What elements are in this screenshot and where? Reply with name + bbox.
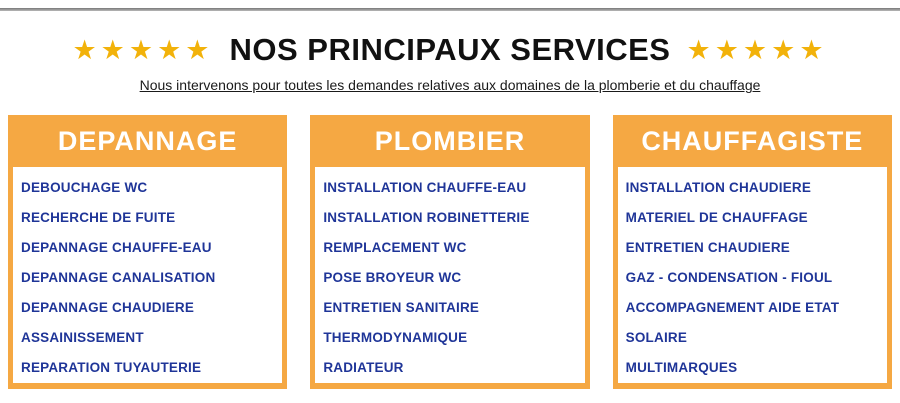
service-item[interactable]: RECHERCHE DE FUITE [21, 210, 176, 225]
service-item[interactable]: THERMODYNAMIQUE [323, 330, 468, 345]
service-list-depannage [21, 173, 282, 383]
card-body-depannage [13, 167, 282, 383]
service-item[interactable]: ACCOMPAGNEMENT AIDE ETAT [625, 300, 840, 315]
service-item[interactable]: DEPANNAGE CHAUDIERE [21, 300, 195, 315]
service-list-chauffagiste [626, 173, 887, 383]
card-header-plombier: PLOMBIER [374, 125, 526, 156]
service-card-plombier [310, 115, 589, 389]
service-item[interactable]: MULTIMARQUES [625, 360, 738, 375]
service-item[interactable]: MATERIEL DE CHAUFFAGE [625, 210, 808, 225]
service-columns [8, 115, 892, 389]
service-item[interactable]: REMPLACEMENT WC [323, 240, 467, 255]
service-item[interactable]: ENTRETIEN CHAUDIERE [625, 240, 790, 255]
service-item[interactable]: SOLAIRE [625, 330, 688, 345]
service-card-depannage [8, 115, 287, 389]
stars-left-icon: ★★★★★ [72, 34, 214, 65]
title-row [0, 32, 900, 68]
service-item[interactable]: GAZ - CONDENSATION - FIOUL [625, 270, 833, 285]
service-item[interactable]: DEPANNAGE CHAUFFE-EAU [21, 240, 212, 255]
service-card-chauffagiste [613, 115, 892, 389]
service-item[interactable]: INSTALLATION CHAUDIERE [625, 180, 812, 195]
service-item[interactable]: ENTRETIEN SANITAIRE [323, 300, 480, 315]
top-divider [0, 8, 900, 11]
service-item[interactable]: INSTALLATION ROBINETTERIE [323, 210, 530, 225]
service-list-plombier [323, 173, 584, 383]
service-item[interactable]: ASSAINISSEMENT [21, 330, 144, 345]
page-subtitle: Nous intervenons pour toutes les demandes relatives aux domaines de la plomberie et du chauffage [139, 77, 761, 93]
card-body-plombier [315, 167, 584, 383]
card-header-chauffagiste: CHAUFFAGISTE [641, 125, 864, 156]
service-item[interactable]: RADIATEUR [323, 360, 404, 375]
service-item[interactable]: DEBOUCHAGE WC [21, 180, 148, 195]
card-header-depannage: DEPANNAGE [57, 125, 238, 156]
card-body-chauffagiste [618, 167, 887, 383]
service-item[interactable]: INSTALLATION CHAUFFE-EAU [323, 180, 527, 195]
service-item[interactable]: DEPANNAGE CANALISATION [21, 270, 216, 285]
service-item[interactable]: POSE BROYEUR WC [323, 270, 462, 285]
service-item[interactable]: REPARATION TUYAUTERIE [21, 360, 202, 375]
page-title: NOS PRINCIPAUX SERVICES [229, 32, 671, 67]
stars-right-icon: ★★★★★ [686, 34, 828, 65]
